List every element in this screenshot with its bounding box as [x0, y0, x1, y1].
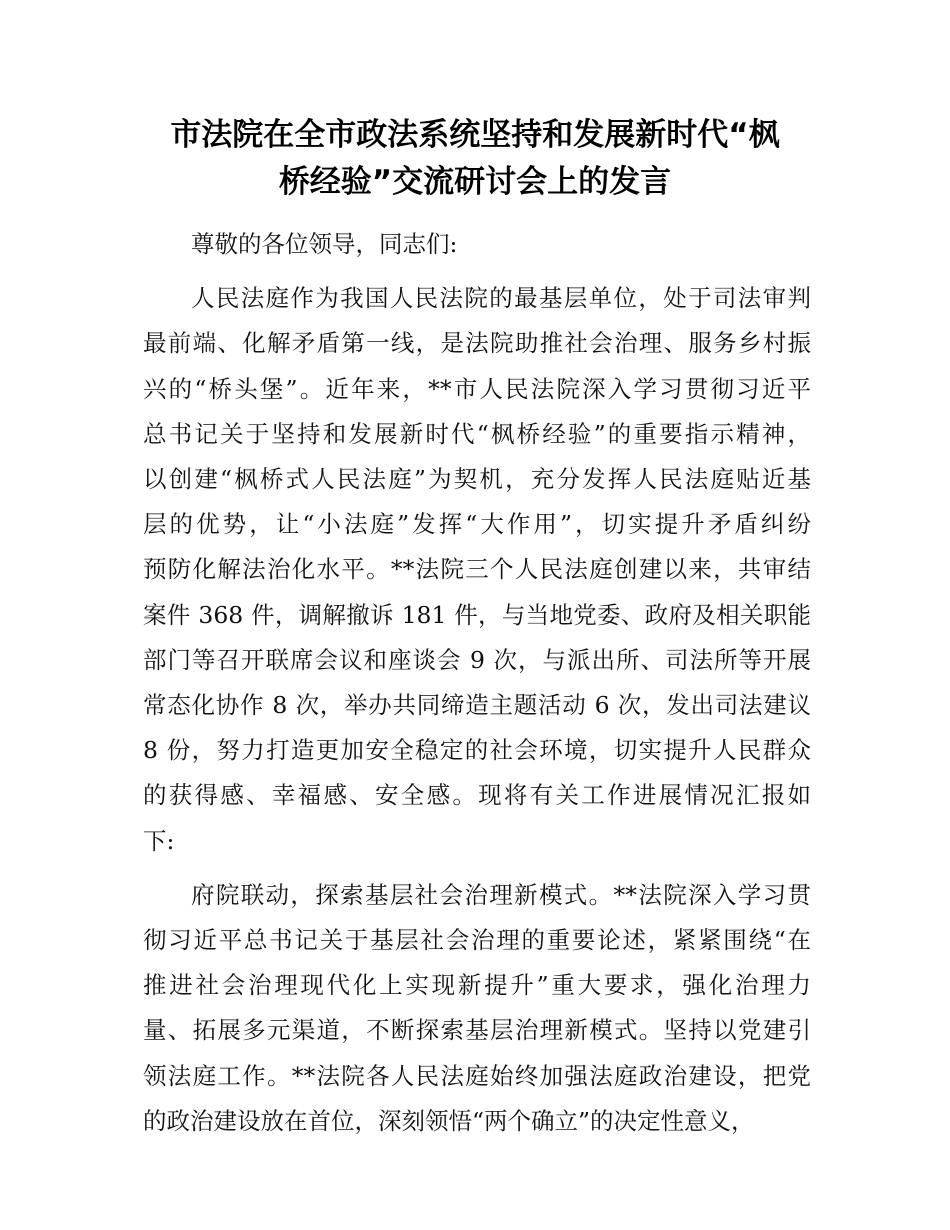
paragraph-line: 下: [143, 826, 175, 855]
paragraph-line: 预防化解法治化水平。**法院三个人民法庭创建以来，共审结 [143, 555, 811, 584]
paragraph-2 [143, 873, 811, 1144]
paragraph-line: 量、拓展多元渠道，不断探索基层治理新模式。坚持以党建引 [143, 1016, 811, 1045]
title-line-1: 市法院在全市政法系统坚持和发展新时代“枫 [170, 117, 780, 153]
paragraph-line: 彻习近平总书记关于基层社会治理的重要论述，紧紧围绕“在 [143, 926, 811, 955]
document-title [140, 112, 810, 206]
paragraph-line: 的获得感、幸福感、安全感。现将有关工作进展情况汇报如 [143, 781, 811, 810]
paragraph-line: 案件 368 件，调解撤诉 181 件，与当地党委、政府及相关职能 [143, 600, 811, 629]
title-line-2: 桥经验”交流研讨会上的发言 [278, 164, 672, 200]
paragraph-line: 以创建“枫桥式人民法庭”为契机，充分发挥人民法庭贴近基 [143, 465, 811, 494]
paragraph-line: 人民法庭作为我国人民法院的最基层单位，处于司法审判 [191, 284, 811, 313]
paragraph-1 [143, 276, 811, 864]
document-body [143, 222, 811, 1144]
paragraph-line: 8 份，努力打造更加安全稳定的社会环境，切实提升人民群众 [143, 736, 811, 765]
paragraph-line: 推进社会治理现代化上实现新提升”重大要求，强化治理力 [143, 971, 811, 1000]
paragraph-line: 府院联动，探索基层社会治理新模式。**法院深入学习贯 [191, 880, 811, 909]
paragraph-line: 的政治建设放在首位，深刻领悟“两个确立”的决定性意义， [143, 1106, 755, 1135]
paragraph-line: 兴的“桥头堡”。近年来，**市人民法院深入学习贯彻习近平 [143, 374, 811, 403]
paragraph-line: 常态化协作 8 次，举办共同缔造主题活动 6 次，发出司法建议 [143, 691, 811, 720]
salutation: 尊敬的各位领导，同志们: [191, 230, 458, 258]
paragraph-line: 领法庭工作。**法院各人民法庭始终加强法庭政治建设，把党 [143, 1061, 811, 1090]
paragraph-line: 总书记关于坚持和发展新时代“枫桥经验”的重要指示精神， [143, 419, 811, 448]
paragraph-line: 部门等召开联席会议和座谈会 9 次，与派出所、司法所等开展 [143, 645, 811, 674]
paragraph-line: 层的优势，让“小法庭”发挥“大作用”，切实提升矛盾纠纷 [143, 510, 811, 539]
paragraph-line: 最前端、化解矛盾第一线，是法院助推社会治理、服务乡村振 [143, 329, 811, 358]
